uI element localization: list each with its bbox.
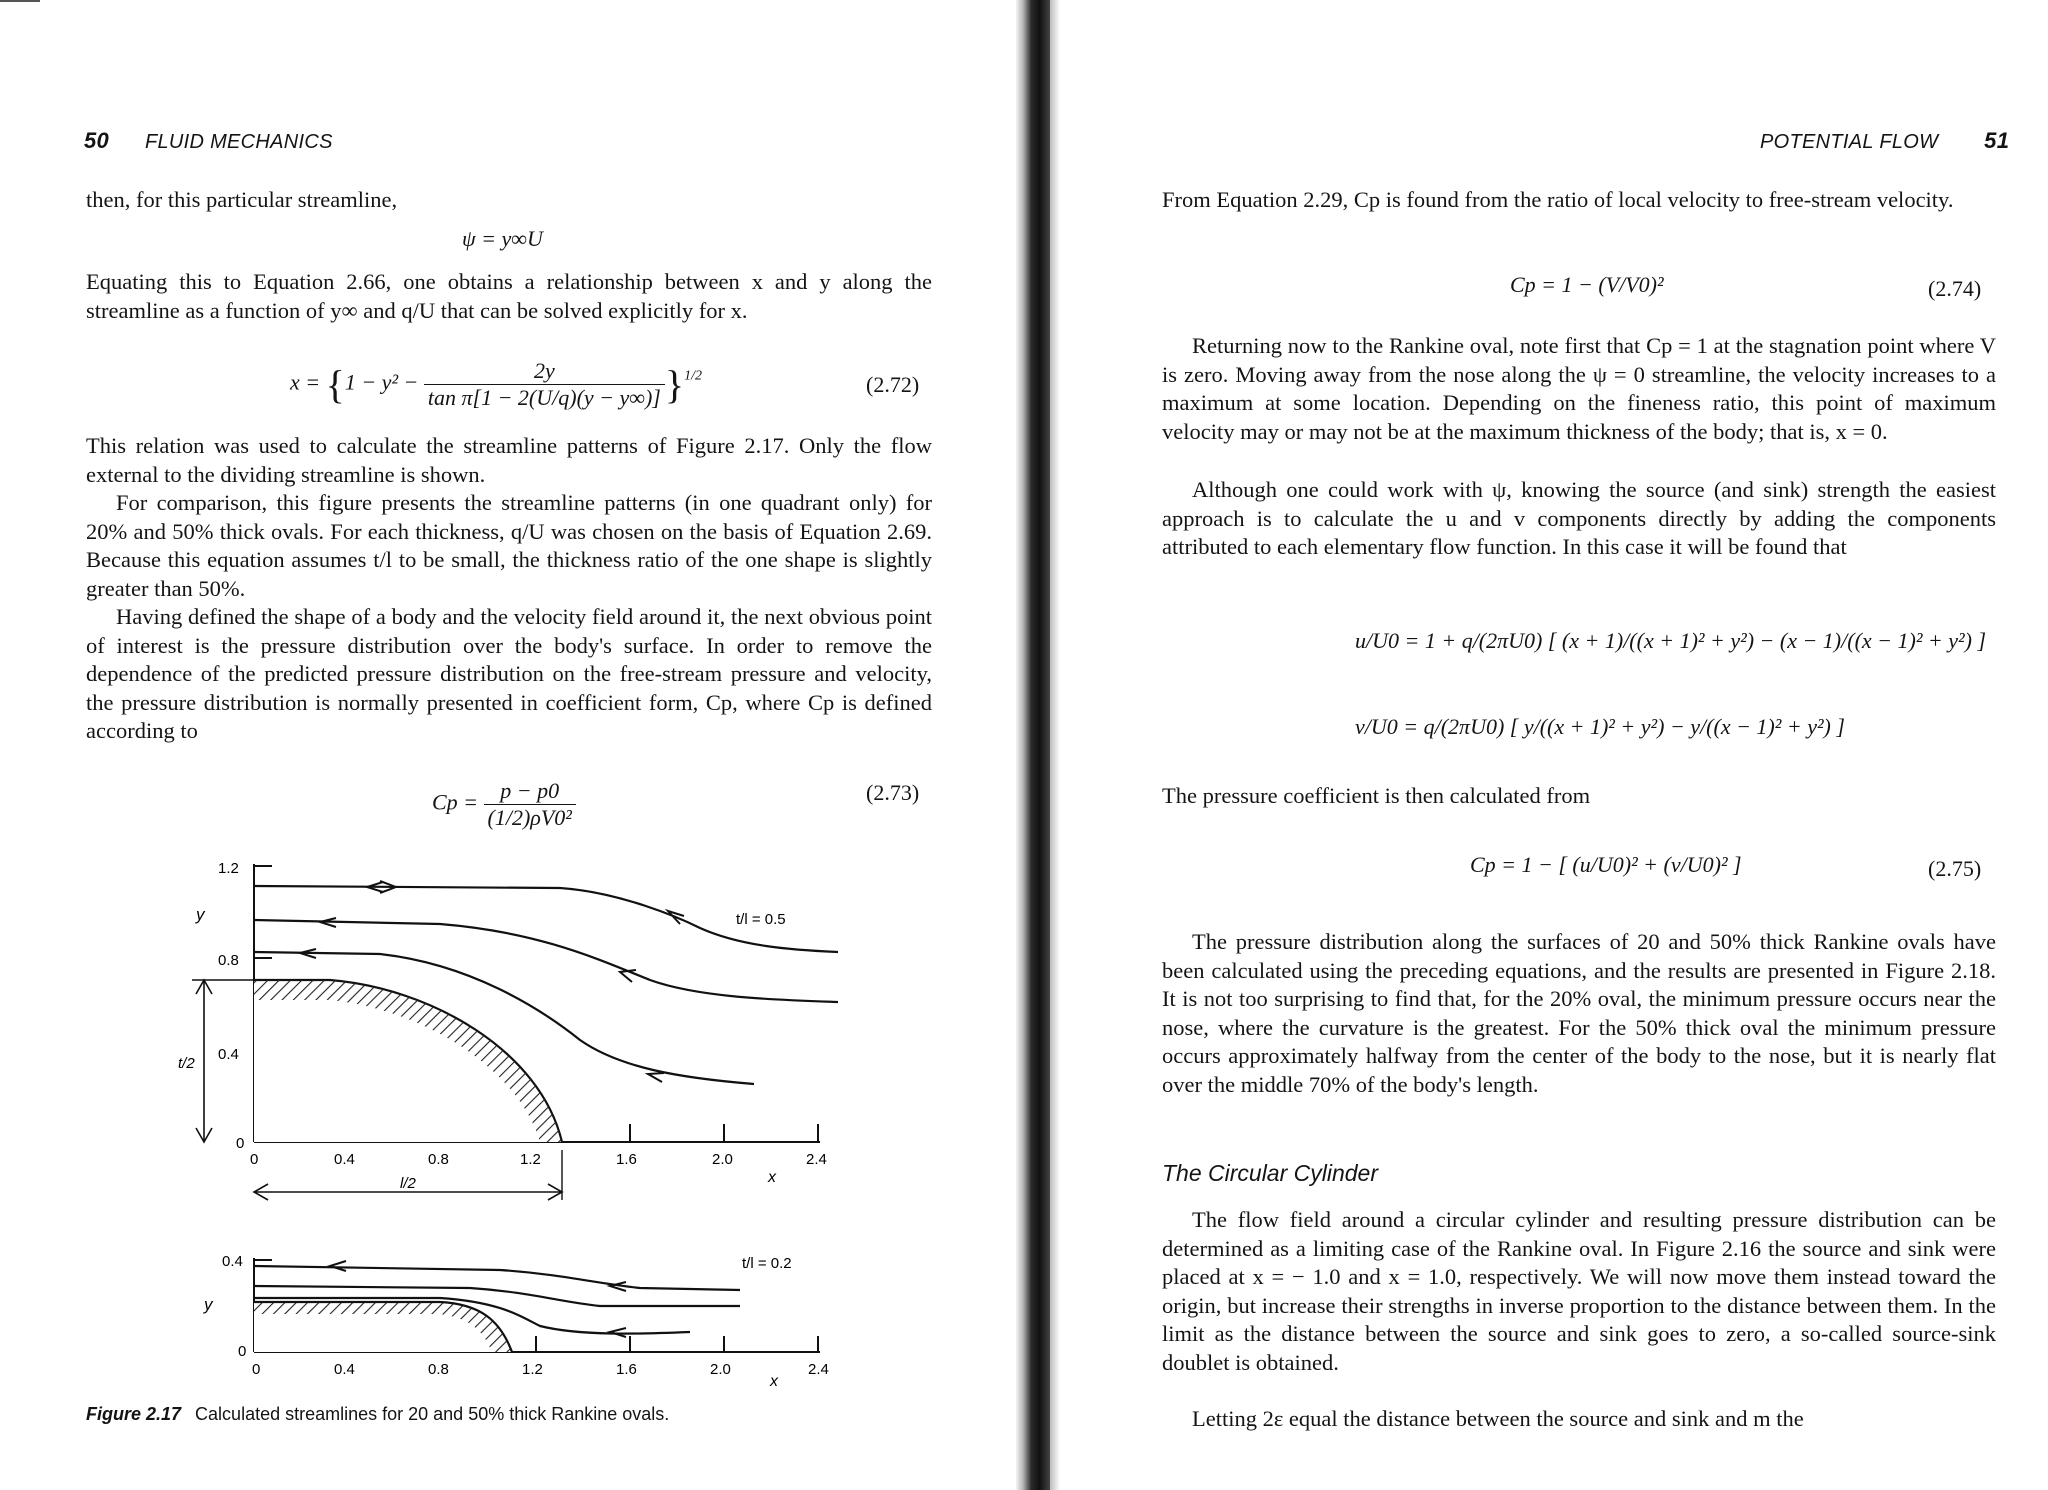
x-tick-label: 2.0	[712, 1151, 733, 1168]
y-tick-label: 0.4	[218, 1046, 239, 1063]
y-tick-label: 1.2	[218, 860, 239, 877]
equation-number: (2.75)	[1928, 856, 1982, 881]
paragraph: Although one could work with ψ, knowing the source (and sink) strength the easiest approach is to calculate the u and v components directly by adding the components attributed to each elementary flow function. In this case it will be found that	[1162, 477, 1996, 559]
section-heading: The Circular Cylinder	[1162, 1160, 1379, 1186]
page-number: 50	[84, 128, 110, 153]
x-tick-label: 1.2	[522, 1361, 543, 1378]
equation-2-74: Cp = 1 − (V/V0)²	[1510, 272, 1664, 297]
paragraph: Having defined the shape of a body and the velocity field around it, the next obvious point of interest is the pressure distribution over the body's surface. In order to remove the dependence of the predicted pressure distribution on the free-stream pressure and velocity, the pressure distribution is normally presented in coefficient form, Cp, where Cp is defined according to	[86, 604, 932, 743]
left-page	[0, 0, 1000, 1490]
running-title: FLUID MECHANICS	[144, 131, 333, 153]
book-spine-shadow	[1050, 0, 1060, 1490]
x-tick-label: 0.4	[334, 1361, 355, 1378]
paragraph: Equating this to Equation 2.66, one obtains a relationship between x and y along the streamline as a function of y∞ and q/U that can be solved explicitly for x.	[86, 269, 932, 323]
equation-2-75: Cp = 1 − [ (u/U0)² + (v/U0)² ]	[1470, 852, 1742, 877]
paragraph: For comparison, this figure presents the streamline patterns (in one quadrant only) for 20% and 50% thick ovals. For each thickness, q/U was chosen on the basis of Equation 2.69. Because this equation assumes t/l to be small, the thickness ratio of the one shape is slightly greater than 50%.	[86, 490, 932, 601]
x-tick-label: 0	[250, 1151, 259, 1168]
figure-caption-text: Calculated streamlines for 20 and 50% thick Rankine ovals.	[195, 1404, 670, 1424]
equation-2-73	[432, 778, 576, 831]
paragraph: This relation was used to calculate the streamline patterns of Figure 2.17. Only the flow external to the dividing streamline is shown.	[86, 433, 932, 487]
book-spine	[1016, 0, 1050, 1490]
x-tick-label: 0.4	[334, 1151, 355, 1168]
page-number: 51	[1984, 128, 2010, 153]
x-tick-label: 2.4	[808, 1361, 829, 1378]
eq-fraction	[484, 778, 576, 831]
x-tick-label: 2.0	[710, 1361, 731, 1378]
half-length-label: l/2	[400, 1175, 416, 1192]
paragraph: The pressure coefficient is then calculated from	[1162, 783, 1591, 808]
eq-lhs: Cp =	[432, 789, 479, 815]
figure-2-17	[0, 840, 1000, 1400]
flow-arrow-icon	[648, 1073, 664, 1082]
paragraph: The flow field around a circular cylinder and resulting pressure distribution can be determined as a limiting case of the Rankine oval. In Figure 2.16 the source and sink were placed at x = − 1.0 and x = 1.0, respectively. We will now move them instead toward the origin, but increase their strengths in inverse proportion to the distance between them. In the limit as the distance between the source and sink goes to zero, a so-called source-sink doublet is obtained.	[1162, 1207, 1996, 1375]
equation-number: (2.74)	[1928, 276, 1982, 301]
running-title: POTENTIAL FLOW	[1760, 131, 1939, 153]
eq-fraction	[424, 358, 665, 411]
x-tick-label: 1.6	[616, 1151, 637, 1168]
half-thickness-label: t/2	[178, 1055, 195, 1072]
figure-label: Figure 2.17	[86, 1404, 182, 1424]
right-page	[1070, 0, 2048, 1490]
eq-numerator: 2y	[424, 358, 665, 385]
x-axis-label: x	[768, 1169, 776, 1186]
y-axis-label: y	[204, 1295, 213, 1314]
eq-exponent: 1/2	[684, 368, 702, 384]
eq-denominator: tan π[1 − 2(U/q)(y − y∞)]	[427, 385, 661, 410]
equation-2-72: x = {1 − y² − $\frac{2y}{\text{tan π[1 − 2(U/q)(y − y∞)]}}$ }$^{1/2}$	[290, 358, 702, 410]
equation-number: (2.73)	[866, 780, 920, 805]
x-tick-label: 0	[252, 1361, 261, 1378]
paragraph: then, for this particular streamline,	[86, 187, 398, 212]
y-tick-label: 0.8	[218, 952, 239, 969]
left-page-header	[84, 128, 333, 154]
eq-left-term: 1 − y² −	[344, 369, 419, 395]
eq-numerator: p − p0	[484, 778, 576, 805]
thickness-ratio-label: t/l = 0.2	[742, 1255, 792, 1272]
y-axis-label: y	[196, 905, 205, 924]
thickness-ratio-label: t/l = 0.5	[736, 911, 786, 928]
x-tick-label: 2.4	[806, 1151, 827, 1168]
x-axis-label: x	[770, 1373, 778, 1390]
paragraph: From Equation 2.29, Cp is found from the ratio of local velocity to free-stream velocity.	[1162, 187, 1954, 212]
y-tick-label: 0	[236, 1135, 245, 1152]
x-tick-label: 0.8	[428, 1361, 449, 1378]
flow-arrow-icon	[330, 1261, 346, 1271]
eq-lhs: x =	[290, 369, 321, 395]
equation-v-component: v/U0 = q/(2πU0) [ y/((x + 1)² + y²) − y/((x − 1)² + y²) ]	[1355, 714, 1845, 739]
paragraph: Letting 2ε equal the distance between the source and sink and m the	[1192, 1406, 1804, 1431]
equation-number: (2.72)	[866, 372, 920, 397]
paragraph: The pressure distribution along the surfaces of 20 and 50% thick Rankine ovals have been calculated using the preceding equations, and the results are presented in Figure 2.18. It is not too surprising to find that, for the 20% oval, the minimum pressure occurs near the nose, where the curvature is the greatest. For the 50% thick oval the minimum pressure occurs approximately halfway from the center of the body to the nose, but it is nearly flat over the middle 70% of the body's length.	[1162, 929, 1996, 1097]
figure-caption	[86, 1404, 669, 1425]
lower-panel	[203, 1253, 829, 1390]
x-tick-label: 1.2	[520, 1151, 541, 1168]
upper-panel	[178, 860, 838, 1200]
y-tick-label: 0.4	[222, 1253, 243, 1270]
x-tick-label: 0.8	[428, 1151, 449, 1168]
equation-psi: ψ = y∞U	[462, 226, 543, 251]
x-tick-label: 1.6	[616, 1361, 637, 1378]
y-tick-label: 0	[238, 1343, 247, 1360]
flow-arrow-icon	[620, 970, 636, 982]
paragraph: Returning now to the Rankine oval, note first that Cp = 1 at the stagnation point where V is zero. Moving away from the nose along the ψ = 0 streamline, the velocity increases to a maximum at some location. Depending on the fineness ratio, this point of maximum velocity may or may not be at the maximum thickness of the body; that is, x = 0.	[1162, 333, 1996, 444]
right-page-header	[1760, 128, 2009, 154]
equation-u-component: u/U0 = 1 + q/(2πU0) [ (x + 1)/((x + 1)² + y²) − (x − 1)/((x − 1)² + y²) ]	[1355, 628, 1987, 653]
eq-denominator: (1/2)ρV0²	[487, 805, 572, 830]
